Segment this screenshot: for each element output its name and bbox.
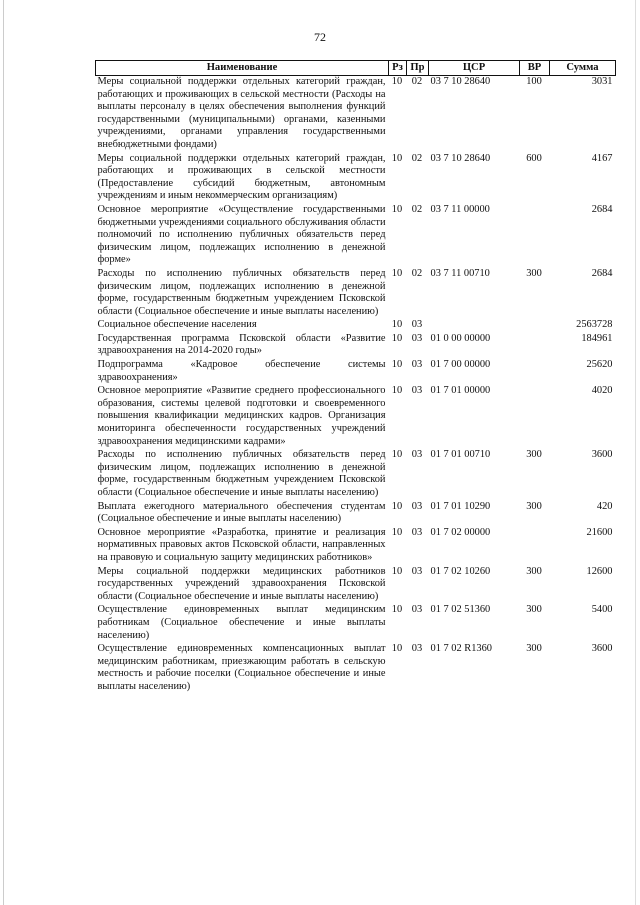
row-csr: 01 7 02 10260 bbox=[430, 565, 491, 577]
row-pr: 03 bbox=[411, 565, 423, 577]
header-vr: ВР bbox=[520, 61, 550, 76]
row-pr: 02 bbox=[411, 267, 423, 279]
header-pr: Пр bbox=[407, 61, 429, 76]
row-rz: 10 bbox=[391, 359, 403, 371]
row-csr: 01 0 00 00000 bbox=[430, 332, 491, 344]
row-vr: 100 bbox=[526, 76, 542, 87]
table-row bbox=[96, 566, 616, 605]
row-pr: 02 bbox=[411, 203, 423, 215]
row-vr bbox=[520, 527, 550, 566]
row-name: Выплата ежегодного материального обеспечения студентам (Социальное обеспечение и иные выплаты населению) bbox=[97, 500, 386, 525]
header-name: Наименование bbox=[96, 61, 389, 76]
row-csr: 03 7 10 28640 bbox=[430, 76, 491, 87]
row-csr: 01 7 01 00710 bbox=[430, 449, 491, 461]
row-csr: 01 7 01 00000 bbox=[430, 385, 491, 397]
row-rz: 10 bbox=[391, 152, 403, 164]
row-csr: 01 7 02 R1360 bbox=[430, 643, 492, 655]
row-rz: 10 bbox=[391, 319, 403, 331]
row-name: Государственная программа Псковской области «Развитие здравоохранения на 2014-2020 годы» bbox=[97, 332, 386, 357]
header-csr: ЦСР bbox=[429, 61, 520, 76]
row-vr: 600 bbox=[526, 152, 542, 164]
header-rz: Рз bbox=[389, 61, 407, 76]
row-csr: 01 7 01 10290 bbox=[430, 500, 491, 512]
row-name: Расходы по исполнению публичных обязательств перед физическим лицом, подлежащих исполнению в денежной форме, государственным бюджетным учреждением Псковской области (Социальное обеспечение и иные выплаты населению) bbox=[97, 449, 386, 498]
row-vr: 300 bbox=[526, 267, 542, 279]
row-sum: 4020 bbox=[591, 385, 613, 397]
row-sum: 4167 bbox=[591, 152, 613, 164]
row-sum: 21600 bbox=[586, 526, 613, 538]
row-pr: 03 bbox=[411, 449, 423, 461]
row-pr: 03 bbox=[411, 526, 423, 538]
row-csr: 01 7 02 00000 bbox=[430, 526, 491, 538]
table-row bbox=[96, 333, 616, 359]
row-vr: 300 bbox=[526, 500, 542, 512]
row-vr: 300 bbox=[526, 565, 542, 577]
row-vr bbox=[520, 359, 550, 385]
row-pr: 02 bbox=[411, 76, 423, 87]
row-vr bbox=[520, 319, 550, 333]
row-rz: 10 bbox=[391, 565, 403, 577]
table-row bbox=[96, 643, 616, 694]
row-name: Основное мероприятие «Осуществление государственными бюджетными учреждениями социального обслуживания области полномочий по исполнению публичных обязательств перед физическим лицом, подлежащих исполнению в денежной форме» bbox=[97, 203, 386, 266]
row-rz: 10 bbox=[391, 643, 403, 655]
table-row bbox=[96, 385, 616, 449]
table-row bbox=[96, 319, 616, 333]
scan-edge-right bbox=[635, 0, 636, 905]
row-vr: 300 bbox=[526, 643, 542, 655]
table-header-row bbox=[96, 61, 616, 76]
scan-edge-left bbox=[3, 0, 4, 905]
row-sum: 420 bbox=[596, 500, 613, 512]
row-pr: 03 bbox=[411, 319, 423, 331]
row-name: Основное мероприятие «Развитие среднего профессионального образования, системы целевой подготовки и своевременного повышения квалификации медицинских кадров. Организация мониторинга обеспеченности государственных учреждений здравоохранения медицинскими кадрами» bbox=[97, 385, 386, 447]
row-sum: 3600 bbox=[591, 643, 613, 655]
row-rz: 10 bbox=[391, 203, 403, 215]
row-sum: 2684 bbox=[591, 203, 613, 215]
row-sum: 25620 bbox=[586, 359, 613, 371]
row-name: Подпрограмма «Кадровое обеспечение системы здравоохранения» bbox=[97, 359, 386, 383]
row-name: Меры социальной поддержки отдельных категорий граждан, работающих и проживающих в сельской местности (Предоставление субсидий бюджетным, автономным учреждениям и иным некоммерческим организациям) bbox=[97, 152, 386, 202]
row-name: Расходы по исполнению публичных обязательств перед физическим лицом, подлежащих исполнению в денежной форме, государственным бюджетным учреждением Псковской области (Социальное обеспечение и иные выплаты населению) bbox=[97, 267, 386, 317]
row-sum: 2684 bbox=[591, 267, 613, 279]
row-csr bbox=[429, 319, 520, 333]
row-rz: 10 bbox=[391, 385, 403, 397]
row-pr: 03 bbox=[411, 500, 423, 512]
row-pr: 03 bbox=[411, 385, 423, 397]
row-pr: 03 bbox=[411, 332, 423, 344]
row-vr: 300 bbox=[526, 449, 542, 461]
row-rz: 10 bbox=[391, 76, 403, 87]
row-rz: 10 bbox=[391, 604, 403, 616]
budget-table bbox=[95, 60, 616, 695]
table-row bbox=[96, 359, 616, 385]
row-sum: 2563728 bbox=[576, 319, 613, 331]
row-name: Меры социальной поддержки отдельных категорий граждан, работающих и проживающих в сельской местности (Расходы на выплаты персоналу в целях обеспечения выполнения функций государственными (муниципальными) органами, казенными учреждениями, органами управления государственными внебюджетными фондами) bbox=[97, 76, 386, 150]
row-pr: 03 bbox=[411, 643, 423, 655]
row-sum: 12600 bbox=[586, 565, 613, 577]
row-csr: 03 7 10 28640 bbox=[430, 152, 491, 164]
table-row bbox=[96, 76, 616, 153]
row-name: Основное мероприятие «Разработка, принятие и реализация нормативных правовых актов Псковской области, направленных на правовую и социальную защиту медицинских работников» bbox=[97, 526, 386, 563]
row-vr bbox=[520, 385, 550, 449]
row-sum: 3600 bbox=[591, 449, 613, 461]
row-name: Осуществление единовременных выплат медицинским работникам (Социальное обеспечение и иные выплаты населению) bbox=[97, 604, 386, 641]
row-rz: 10 bbox=[391, 500, 403, 512]
row-csr: 03 7 11 00710 bbox=[430, 267, 490, 279]
table-row bbox=[96, 449, 616, 500]
row-vr bbox=[520, 333, 550, 359]
row-csr: 01 7 02 51360 bbox=[430, 604, 491, 616]
table-row bbox=[96, 268, 616, 319]
row-rz: 10 bbox=[391, 332, 403, 344]
table-row bbox=[96, 153, 616, 204]
row-vr: 300 bbox=[526, 604, 542, 616]
row-rz: 10 bbox=[391, 267, 403, 279]
row-name: Осуществление единовременных компенсационных выплат медицинским работникам, приезжающим работать в сельскую местность и рабочие поселки (Социальное обеспечение и иные выплаты населению) bbox=[97, 643, 386, 692]
row-csr: 01 7 00 00000 bbox=[430, 359, 491, 371]
table-row bbox=[96, 527, 616, 566]
row-sum: 3031 bbox=[591, 76, 613, 87]
row-sum: 184961 bbox=[581, 332, 613, 344]
row-rz: 10 bbox=[391, 526, 403, 538]
table-row bbox=[96, 501, 616, 527]
row-name: Социальное обеспечение населения bbox=[97, 319, 257, 331]
row-csr: 03 7 11 00000 bbox=[430, 203, 490, 215]
row-sum: 5400 bbox=[591, 604, 613, 616]
row-rz: 10 bbox=[391, 449, 403, 461]
header-sum: Сумма bbox=[550, 61, 616, 76]
row-pr: 03 bbox=[411, 604, 423, 616]
row-pr: 03 bbox=[411, 359, 423, 371]
page-number: 72 bbox=[314, 30, 326, 44]
table-row bbox=[96, 204, 616, 268]
row-vr bbox=[520, 204, 550, 268]
row-pr: 02 bbox=[411, 152, 423, 164]
table-row bbox=[96, 604, 616, 643]
row-name: Меры социальной поддержки медицинских работников государственных учреждений здравоохранения Псковской области (Социальное обеспечение и иные выплаты населению) bbox=[97, 565, 386, 602]
